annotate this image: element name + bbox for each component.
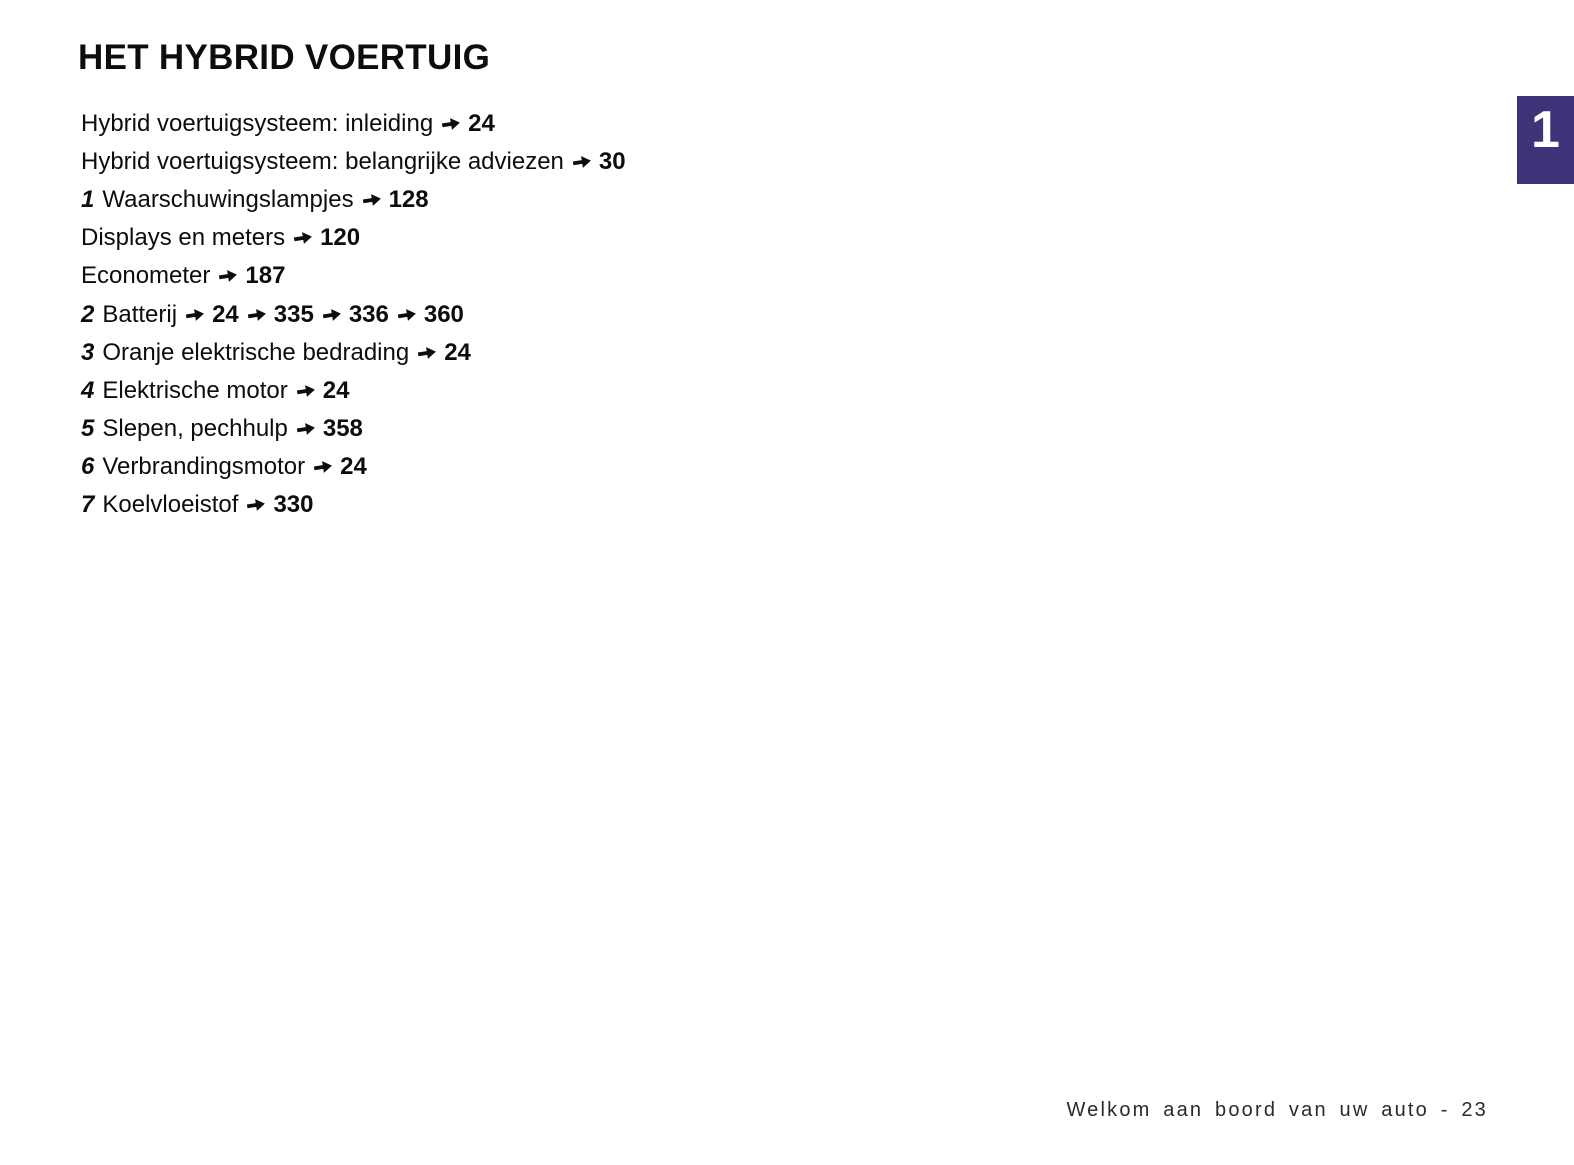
toc-item: [81, 143, 626, 181]
page-ref: [219, 262, 285, 290]
toc-item-label: Batterij: [102, 300, 178, 328]
page-ref: [247, 491, 313, 519]
page-ref-number: 24: [444, 338, 471, 366]
arrow-right-icon: [417, 344, 437, 361]
toc-item-number: 2: [81, 300, 95, 328]
page-refs: [219, 262, 285, 290]
arrow-right-icon: [572, 154, 592, 171]
page-refs: [297, 415, 363, 443]
chapter-tab-number: 1: [1531, 101, 1560, 159]
page-refs: [297, 377, 350, 405]
page-ref-number: 336: [348, 300, 389, 328]
toc-item: [81, 486, 626, 524]
toc-item-label: Oranje elektrische bedrading: [102, 338, 410, 366]
page-refs: [314, 453, 367, 481]
toc-item-label: Hybrid voertuigsysteem: belangrijke adviezen: [81, 148, 564, 176]
toc-item-label: Slepen, pechhulp: [102, 414, 288, 442]
arrow-right-icon: [296, 382, 316, 399]
toc-item-number: 6: [81, 452, 95, 480]
toc-item: [81, 448, 626, 486]
page-refs: [418, 339, 471, 367]
page-ref-number: 24: [322, 376, 350, 404]
page-ref: [248, 301, 314, 329]
page-refs: [247, 491, 313, 519]
page-ref: [398, 301, 464, 329]
toc-item: [81, 295, 626, 333]
page-ref: [323, 301, 389, 329]
page-refs: [442, 110, 495, 138]
page-ref-number: 187: [245, 262, 286, 290]
page-ref: [314, 453, 367, 481]
arrow-right-icon: [218, 268, 238, 285]
toc-item-label: Verbrandingsmotor: [102, 452, 306, 480]
toc-item: [81, 219, 626, 257]
page-ref-number: 128: [388, 186, 429, 214]
page-ref-number: 358: [322, 414, 363, 442]
arrow-right-icon: [313, 459, 333, 476]
page-refs: [363, 186, 429, 214]
toc-item: [81, 105, 626, 143]
page-refs: [573, 148, 626, 176]
arrow-right-icon: [246, 497, 266, 514]
arrow-right-icon: [293, 230, 313, 247]
page-ref: [186, 301, 239, 329]
arrow-right-icon: [362, 192, 382, 209]
toc-item: [81, 372, 626, 410]
toc-item-label: Hybrid voertuigsysteem: inleiding: [81, 110, 434, 138]
toc-item: [81, 181, 626, 219]
toc-item: [81, 257, 626, 295]
toc-item-label: Koelvloeistof: [102, 490, 239, 518]
page-refs: [294, 224, 360, 252]
page-title: HET HYBRID VOERTUIG: [78, 38, 491, 77]
toc-item-number: 5: [81, 414, 95, 442]
toc-item-number: 4: [81, 376, 95, 404]
arrow-right-icon: [441, 116, 461, 133]
page-refs: [186, 301, 464, 329]
page-ref-number: 120: [320, 224, 361, 252]
arrow-right-icon: [322, 306, 342, 323]
page-footer: Welkom aan boord van uw auto - 23: [1066, 1099, 1488, 1121]
arrow-right-icon: [296, 420, 316, 437]
page-ref: [297, 415, 363, 443]
toc-item-label: Waarschuwingslampjes: [102, 186, 354, 214]
arrow-right-icon: [397, 306, 417, 323]
page-ref-number: 360: [423, 300, 464, 328]
page-ref-number: 24: [212, 300, 239, 328]
page-ref: [573, 148, 626, 176]
page-ref-number: 24: [340, 452, 367, 480]
page-ref-number: 330: [273, 490, 314, 518]
toc-list: [81, 105, 626, 524]
toc-item: [81, 334, 626, 372]
arrow-right-icon: [247, 306, 267, 323]
toc-item-label: Econometer: [81, 262, 211, 290]
toc-item-label: Elektrische motor: [102, 376, 288, 404]
page-ref-number: 30: [598, 148, 626, 176]
page-ref: [363, 186, 429, 214]
page-ref-number: 24: [468, 110, 495, 138]
toc-item-label: Displays en meters: [81, 224, 286, 252]
toc-item-number: 1: [81, 186, 95, 214]
page-ref: [442, 110, 495, 138]
toc-item-number: 3: [81, 338, 95, 366]
page-ref: [294, 224, 360, 252]
page-ref-number: 335: [273, 300, 314, 328]
toc-item-number: 7: [81, 490, 95, 518]
toc-item: [81, 410, 626, 448]
page-ref: [418, 339, 471, 367]
page-ref: [297, 377, 350, 405]
arrow-right-icon: [185, 306, 205, 323]
chapter-tab: [1517, 96, 1574, 184]
